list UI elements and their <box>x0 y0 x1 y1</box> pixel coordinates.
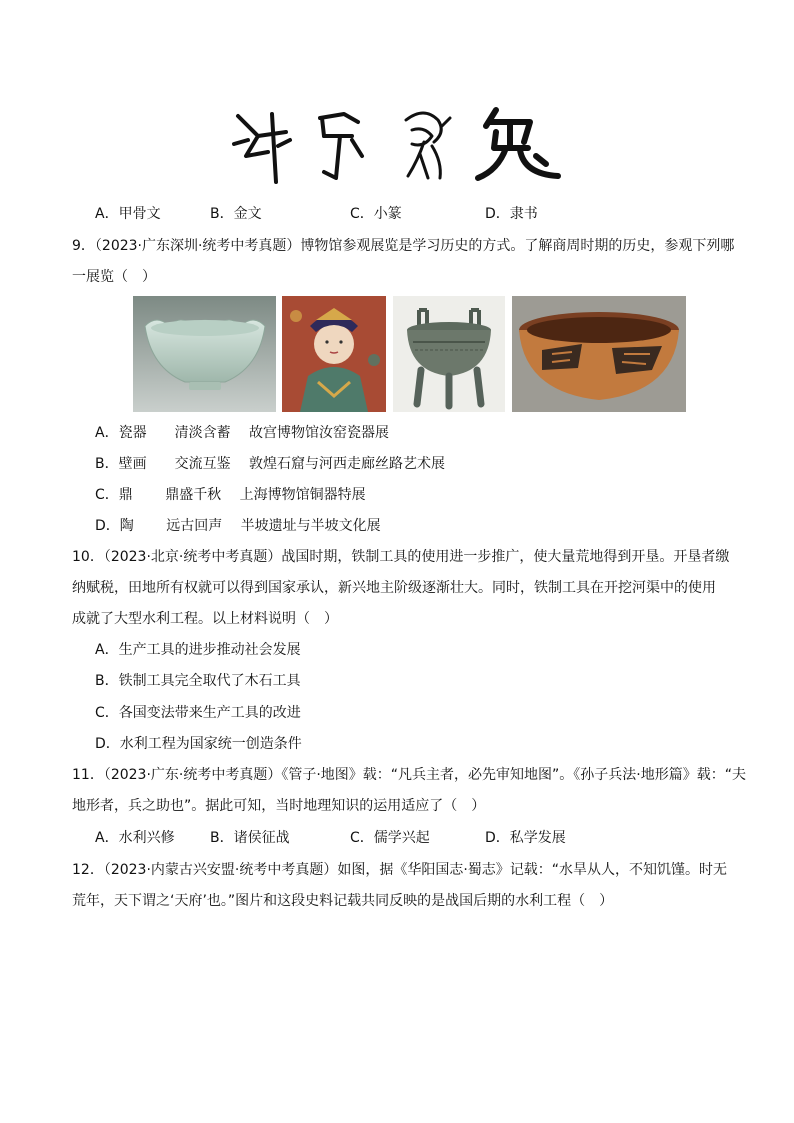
painted-pottery-basin-photo <box>512 296 686 412</box>
celadon-bowl-photo <box>133 296 276 412</box>
q10-option-c[interactable]: C．各国变法带来生产工具的改进 <box>95 705 301 721</box>
q9-option-d[interactable]: D．陶 远古回声 半坡遗址与半坡文化展 <box>95 518 381 534</box>
q11-option-a[interactable]: A．水利兴修 <box>95 830 175 846</box>
q12-stem-line-1: 12．（2023·内蒙古兴安盟·统考中考真题）如图，据《华阳国志·蜀志》记载：“水旱从人，不知饥馑。时无 <box>72 862 728 878</box>
q8-option-c[interactable]: C．小篆 <box>350 206 402 222</box>
q10-stem-line-2: 纳赋税，田地所有权就可以得到国家承认，新兴地主阶级逐渐壮大。同时，铁制工具在开挖河渠中的使用 <box>72 580 716 596</box>
q11-option-d[interactable]: D．私学发展 <box>485 830 566 846</box>
small-seal-rabbit-glyph <box>406 113 450 178</box>
rabbit-character-scripts-image <box>228 96 564 192</box>
q9-stem-line-2: 一展览（ ） <box>72 269 156 285</box>
q9-option-b[interactable]: B．壁画 交流互鉴 敦煌石窟与河西走廊丝路艺术展 <box>95 456 446 472</box>
q9-option-a[interactable]: A．瓷器 清淡含蓄 故宫博物馆汝窑瓷器展 <box>95 425 390 441</box>
q10-option-b[interactable]: B．铁制工具完全取代了木石工具 <box>95 673 301 689</box>
q11-option-c[interactable]: C．儒学兴起 <box>350 830 430 846</box>
q11-stem-line-1: 11．（2023·广东·统考中考真题）《管子·地图》载：“凡兵主者，必先审知地图”。《孙子兵法·地形篇》载：“夫 <box>72 767 747 783</box>
clerical-script-rabbit-glyph <box>478 110 558 178</box>
q9-stem-line-1: 9．（2023·广东深圳·统考中考真题）博物馆参观展览是学习历史的方式。了解商周时期的历史，参观下列哪 <box>72 238 735 254</box>
bronze-inscription-rabbit-glyph <box>320 114 362 178</box>
q10-option-d[interactable]: D．水利工程为国家统一创造条件 <box>95 736 302 752</box>
q11-stem-line-2: 地形者，兵之助也”。据此可知，当时地理知识的运用适应了（ ） <box>72 798 486 814</box>
q8-option-d[interactable]: D．隶书 <box>485 206 538 222</box>
mural-bodhisattva-photo <box>282 296 386 412</box>
q8-option-b[interactable]: B．金文 <box>210 206 262 222</box>
q10-option-a[interactable]: A．生产工具的进步推动社会发展 <box>95 642 301 658</box>
q10-stem-line-3: 成就了大型水利工程。以上材料说明（ ） <box>72 611 338 627</box>
q12-stem-line-2: 荒年，天下谓之‘天府’也。”图片和这段史料记载共同反映的是战国后期的水利工程（ ） <box>72 893 614 909</box>
q11-option-b[interactable]: B．诸侯征战 <box>210 830 290 846</box>
bronze-ding-photo <box>393 296 505 412</box>
q9-option-c[interactable]: C．鼎 鼎盛千秋 上海博物馆铜器特展 <box>95 487 366 503</box>
oracle-bone-rabbit-glyph <box>234 114 290 182</box>
q8-option-a[interactable]: A．甲骨文 <box>95 206 161 222</box>
q10-stem-line-1: 10．（2023·北京·统考中考真题）战国时期，铁制工具的使用进一步推广，使大量荒地得到开垦。开垦者缴 <box>72 549 730 565</box>
